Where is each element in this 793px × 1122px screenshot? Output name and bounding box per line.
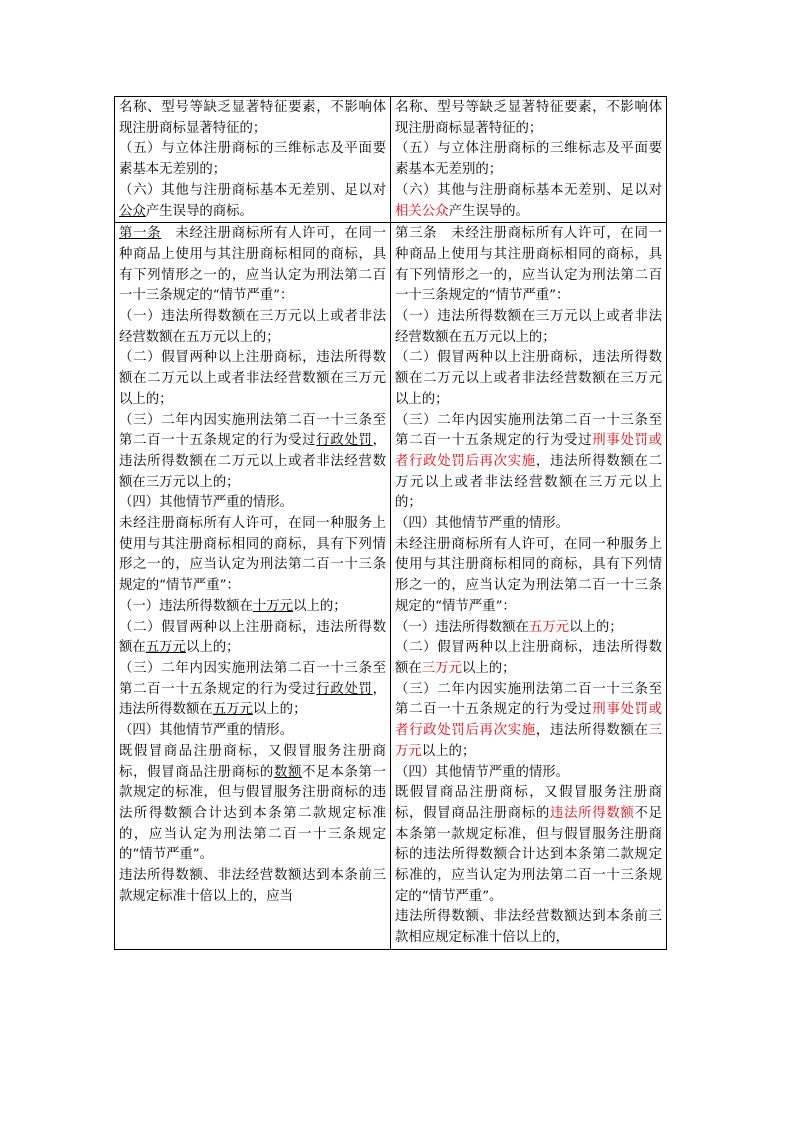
right-cell — [391, 223, 667, 950]
text-run: ，违法所得数额在二万元以上或者非法经营数额在三万元以上的； — [395, 453, 663, 511]
text-run: 产生误导的。 — [448, 203, 529, 219]
paragraph — [395, 638, 662, 679]
paragraph — [395, 224, 662, 307]
paragraph — [395, 139, 662, 180]
text-run: 未经注册商标所有人许可，在同一种服务上使用与其注册商标相同的商标，具有下列情形之一的，应当认定为刑法第二百一十三条规定的“情节严重”： — [119, 516, 386, 594]
paragraph — [119, 618, 386, 659]
paragraph — [119, 98, 386, 139]
paragraph — [395, 783, 662, 907]
right-cell — [391, 97, 667, 223]
text-run: （二）假冒两种以上注册商标，违法所得数额在二万元以上或者非法经营数额在三万元以上的； — [119, 350, 386, 407]
revised-text: 三万元 — [421, 660, 462, 676]
text-run: （三）二年内因实施刑法第二百一十三条至第二百一十五条规定的行为受过 — [119, 660, 386, 697]
text-run: 以上的； — [421, 743, 476, 759]
underlined-text: 数额 — [273, 764, 303, 780]
text-run: （五）与立体注册商标的三维标志及平面要素基本无差别的； — [119, 141, 386, 178]
underlined-text: 行政处罚 — [316, 433, 373, 449]
paragraph — [119, 742, 386, 866]
paragraph — [395, 514, 662, 535]
paragraph — [395, 535, 662, 618]
paragraph — [119, 224, 386, 307]
underlined-text: 五万元 — [145, 640, 186, 656]
text-run: 名称、型号等缺乏显著特征要素，不影响体现注册商标显著特征的； — [119, 100, 386, 136]
underlined-text: 五万元 — [212, 702, 253, 718]
underlined-text: 第一条 — [119, 226, 162, 242]
text-run: （四）其他情节严重的情形。 — [119, 495, 294, 511]
paragraph — [395, 307, 662, 348]
paragraph — [119, 307, 386, 348]
text-run: （一）违法所得数额在三万元以上或者非法经营数额在五万元以上的； — [395, 309, 662, 345]
paragraph — [395, 763, 662, 784]
paragraph — [119, 721, 386, 742]
revised-text: 三万元 — [395, 723, 663, 759]
text-run: 以上的； — [293, 598, 347, 614]
text-run: （三）二年内因实施刑法第二百一十三条至第二百一十五条规定的行为受过 — [395, 412, 662, 449]
text-run: （六）其他与注册商标基本无差别、足以对 — [119, 182, 386, 198]
text-run: 违法所得数额、非法经营数额达到本条前三款规定标准十倍以上的，应当 — [119, 868, 386, 904]
paragraph — [119, 139, 386, 180]
paragraph — [395, 411, 662, 515]
text-run: （一）违法所得数额在 — [119, 598, 253, 614]
text-run: （二）假冒两种以上注册商标，违法所得数额在 — [395, 640, 662, 676]
table-row — [115, 97, 667, 223]
text-run: 产生误导的商标。 — [145, 203, 253, 219]
text-run: （四）其他情节严重的情形。 — [395, 764, 570, 780]
revised-text: 违法所得数额 — [549, 805, 635, 821]
text-run: 不足本条第一款规定标准，但与假冒服务注册商标的违法所得数额合计达到本条第二款规定标准的，应当认定为刑法第二百一十三条规定的“情节严重”。 — [395, 805, 663, 904]
text-run: 以上的； — [252, 702, 307, 718]
text-run: （三）二年内因实施刑法第二百一十三条至第二百一十五条规定的行为受过 — [395, 681, 662, 718]
text-run: （四）其他情节严重的情形。 — [119, 723, 294, 739]
text-run: 未经注册商标所有人许可，在同一种商品上使用与其注册商标相同的商标，具有下列情形之一的，应当认定为刑法第二百一十三条规定的“情节严重”： — [119, 226, 387, 304]
left-cell — [115, 223, 391, 950]
text-run: 以上的； — [461, 660, 516, 676]
text-run: （四）其他情节严重的情形。 — [395, 516, 570, 532]
paragraph — [119, 597, 386, 618]
paragraph — [119, 181, 386, 222]
paragraph — [395, 98, 662, 139]
text-run: （二）假冒两种以上注册商标，违法所得数额在二万元以上或者非法经营数额在三万元以上的； — [395, 350, 662, 407]
paragraph — [119, 348, 386, 410]
paragraph — [119, 659, 386, 721]
paragraph — [395, 618, 662, 639]
text-run: 以上的； — [185, 640, 240, 656]
text-run: ，违法所得数额在 — [535, 723, 649, 739]
revised-text: 刑事处罚或者行政处罚后再次实施 — [395, 702, 663, 739]
text-run: 第三条 未经注册商标所有人许可，在同一种商品上使用与其注册商标相同的商标，具有下列情形之一的，应当认定为刑法第二百一十三条规定的“情节严重”： — [395, 226, 662, 304]
text-run: （一）违法所得数额在 — [395, 619, 529, 635]
underlined-text: 公众 — [119, 203, 146, 219]
paragraph — [119, 493, 386, 514]
text-run: ，违法所得数额在二万元以上或者非法经营数额在三万元以上的； — [119, 433, 387, 490]
paragraph — [119, 514, 386, 597]
paragraph — [119, 411, 386, 494]
text-run: 不足本条第一款规定的标准，但与假冒服务注册商标的违法所得数额合计达到本条第二款规定标准的，应当认定为刑法第二百一十三条规定的“情节严重”。 — [119, 764, 387, 863]
paragraph — [395, 907, 662, 948]
revised-text: 相关公众 — [395, 203, 449, 219]
text-run: 违法所得数额、非法经营数额达到本条前三款相应规定标准十倍以上的， — [395, 909, 662, 946]
paragraph — [395, 680, 662, 763]
text-run: （二）假冒两种以上注册商标，违法所得数额在 — [119, 619, 386, 656]
text-run: ，违法所得数额在 — [119, 681, 387, 718]
text-run: 以上的； — [569, 619, 623, 635]
text-run: 既假冒商品注册商标，又假冒服务注册商标，假冒商品注册商标的 — [119, 743, 386, 780]
paragraph — [395, 181, 662, 222]
underlined-text: 行政处罚 — [316, 681, 373, 697]
text-run: 未经注册商标所有人许可，在同一种服务上使用与其注册商标相同的商标，具有下列情形之一的，应当认定为刑法第二百一十三条规定的“情节严重”： — [395, 536, 662, 614]
text-run: （六）其他与注册商标基本无差别、足以对 — [395, 182, 662, 198]
text-run: 名称、型号等缺乏显著特征要素，不影响体现注册商标显著特征的； — [395, 100, 662, 136]
text-run: 既假冒商品注册商标，又假冒服务注册商标，假冒商品注册商标的 — [395, 785, 662, 821]
revised-text: 五万元 — [528, 619, 570, 635]
text-run: （一）违法所得数额在三万元以上或者非法经营数额在五万元以上的； — [119, 309, 386, 345]
revised-text: 刑事处罚或者行政处罚后再次实施 — [395, 433, 663, 469]
comparison-table — [114, 96, 667, 950]
paragraph — [395, 348, 662, 410]
paragraph — [119, 866, 386, 907]
underlined-text: 十万元 — [252, 598, 294, 614]
table-row — [115, 223, 667, 950]
left-cell — [115, 97, 391, 223]
text-run: （五）与立体注册商标的三维标志及平面要素基本无差别的； — [395, 141, 662, 178]
text-run: （三）二年内因实施刑法第二百一十三条至第二百一十五条规定的行为受过 — [119, 412, 386, 449]
